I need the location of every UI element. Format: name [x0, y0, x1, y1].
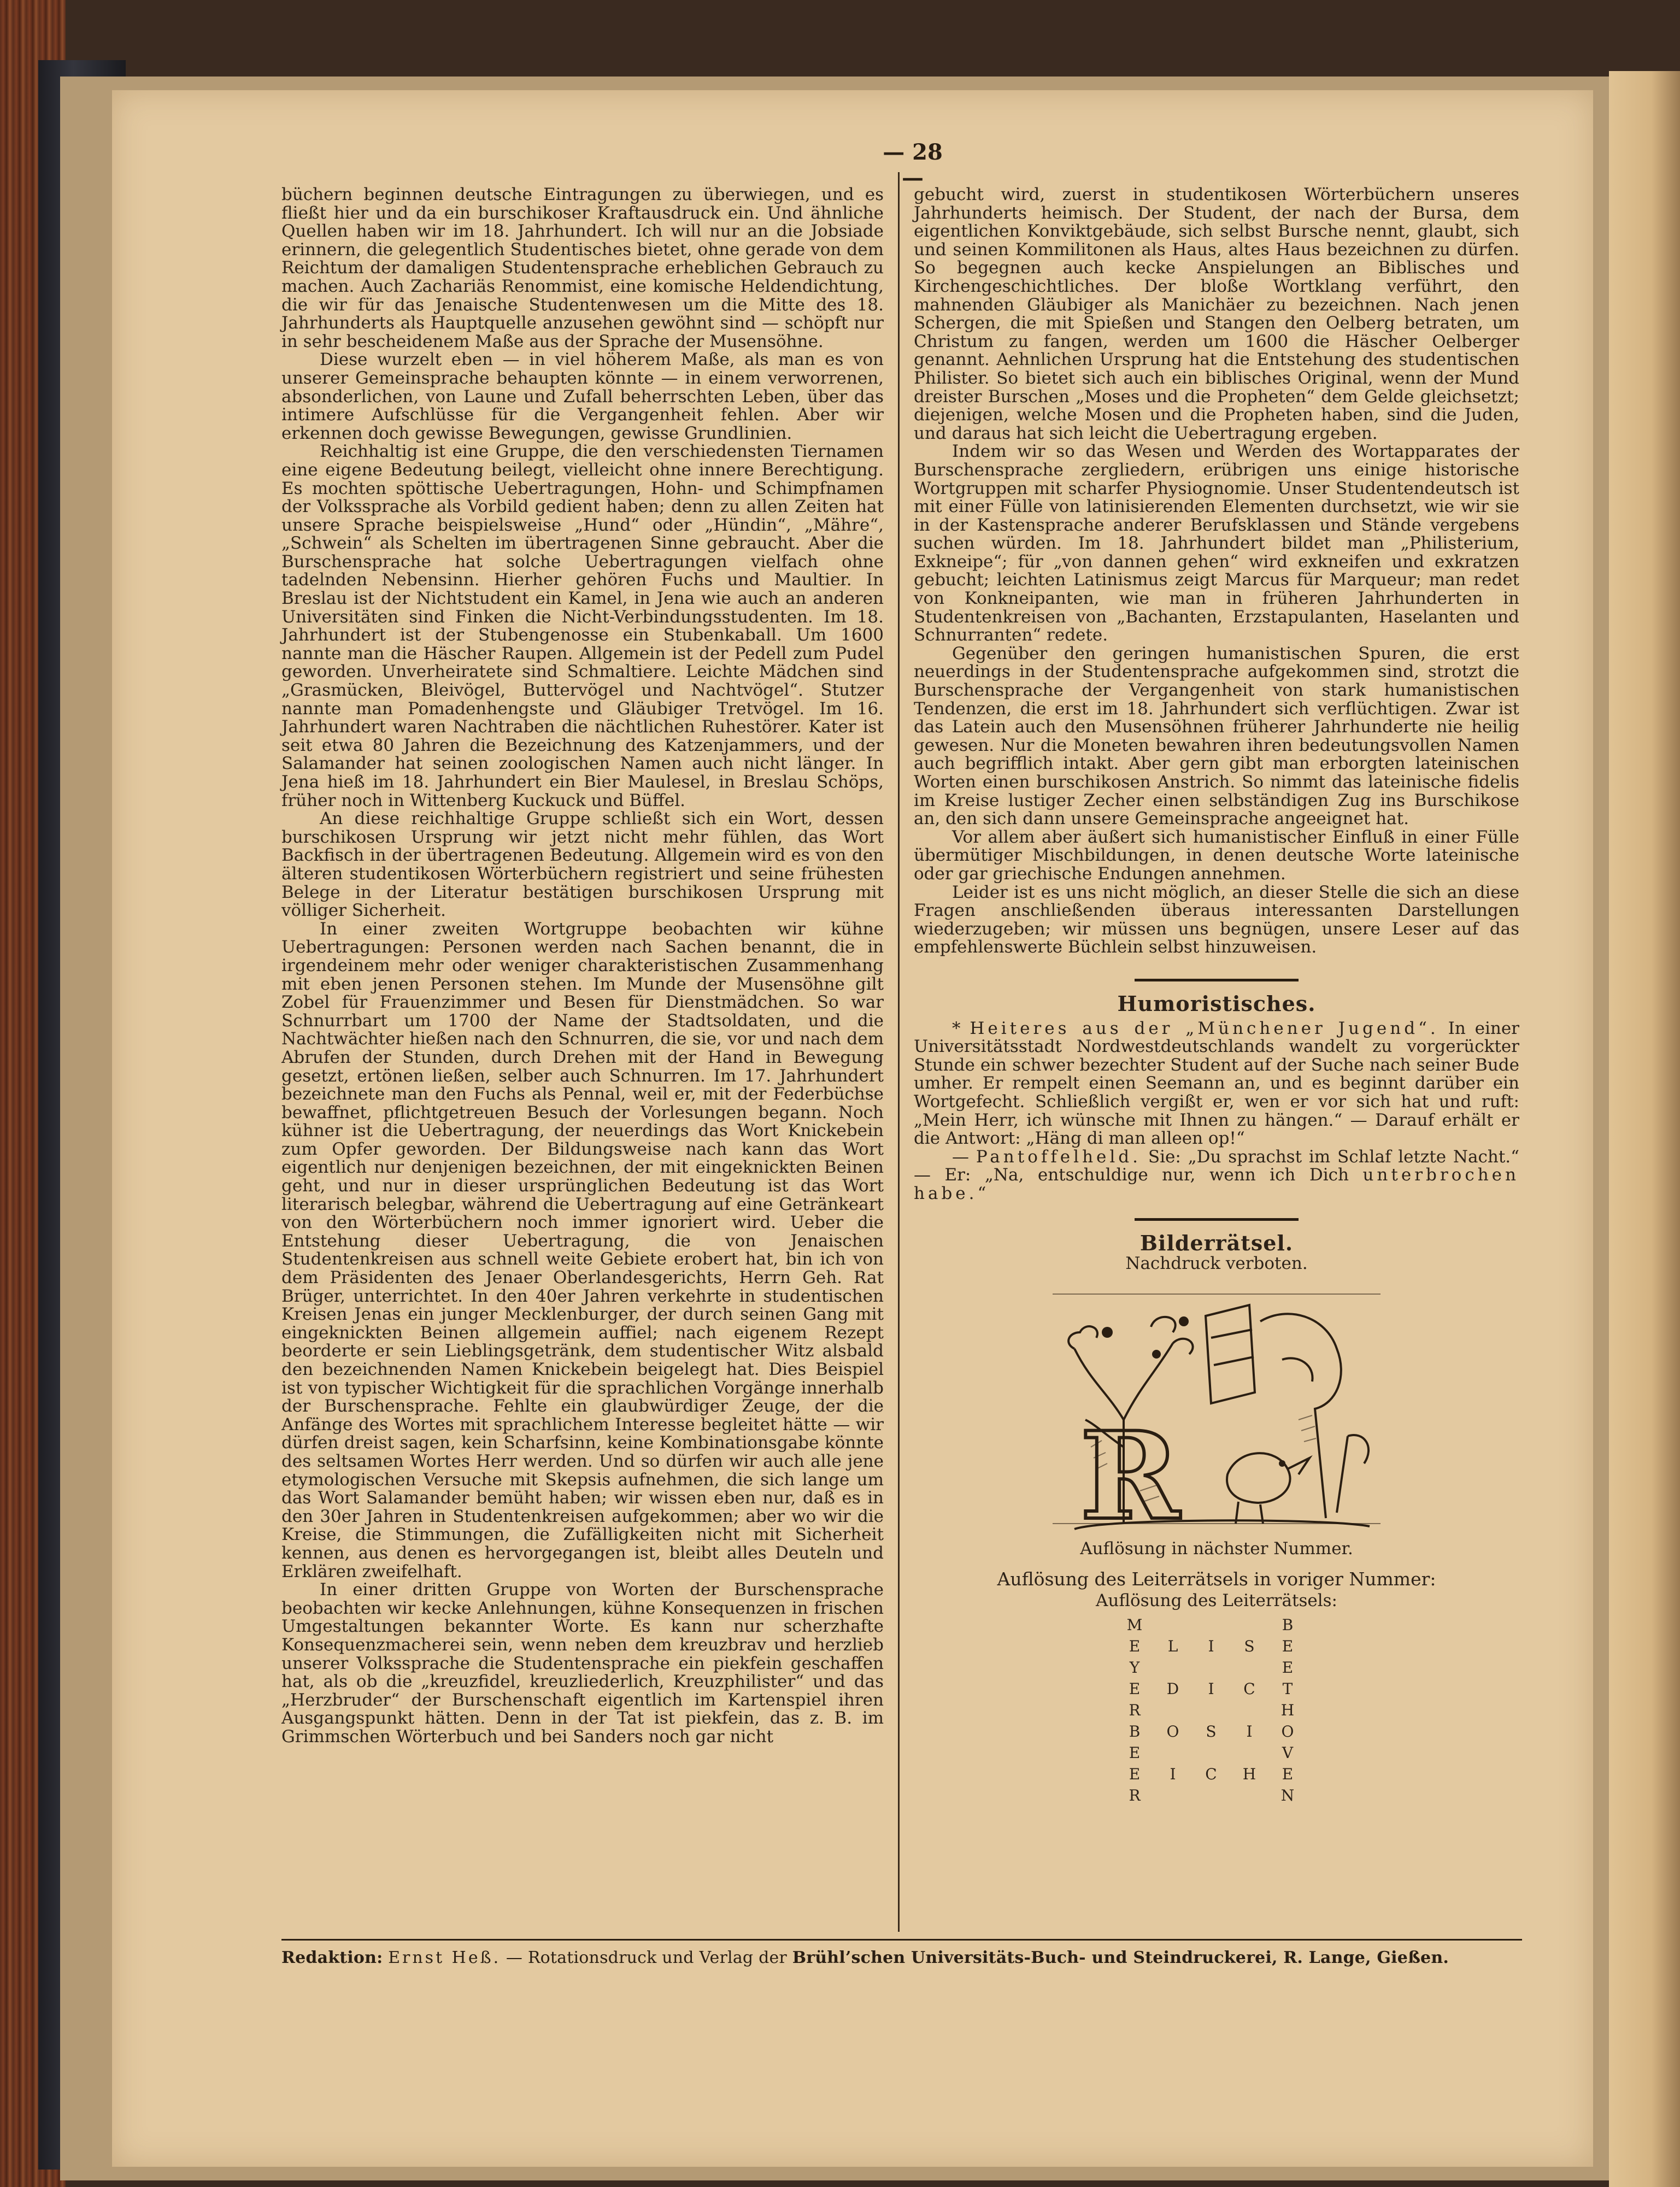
left-column	[281, 186, 884, 1746]
paragraph: In einer zweiten Wortgruppe beobachten wir kühne Uebertragungen: Personen werden nach Sachen benannt, die in irgendeinem mehr oder weniger charakteristischen Zusammenhang mit eben jenen Personen stehen. Im Munde der Musensöhne gilt Zobel für Frauenzimmer und Besen für Dienstmädchen. So war Schnurrbart um 1700 der Name der Stadtsoldaten, und die Nachtwächter hießen nach den Schnurren, die sie, vor und nach dem Abrufen der Stunden, durch Drehen mit der Hand in Bewegung gesetzt, ertönen ließen, selber auch Schnurren. Im 17. Jahrhundert bezeichnete man den Fuchs als Pennal, weil er, mit der Federbüchse bewaffnet, pflichtgetreuen Besuch der Vorlesungen begann. Noch kühner ist die Uebertragung, der neuerdings das Wort Knickebein zum Opfer geworden. Der Bildungsweise nach kann das Wort eigentlich nur denjenigen bezeichnen, der mit eingeknickten Beinen geht, und nur in dieser ursprünglichen Bedeutung ist das Wort literarisch belegbar, während die Uebertragung auf eine Getränkeart von den Wörterbüchern noch immer ignoriert wird. Ueber die Entstehung dieser Uebertragung, die von Jenaischen Studentenkreisen aus schnell weite Gebiete erobert hat, bin ich von dem Präsidenten des Jenaer Oberlandesgerichts, Herrn Geh. Rat Brüger, unterrichtet. In den 40er Jahren verkehrte in studentischen Kreisen Jenas ein junger Mecklenburger, der durch seinen Gang mit eingeknickten Beinen allgemein auffiel; nach eigenem Rezept beorderte er sein Lieblingsgetränk, dem studentischer Witz alsbald den bezeichnenden Namen Knickebein beigelegt hat. Dies Beispiel ist von typischer Wichtigkeit für die sprachlichen Vorgänge innerhalb der Burschensprache. Fehlte ein glaubwürdiger Zeuge, der die Anfänge des Wortes mit sprachlichem Interesse begleitet hätte — wir dürfen dreist sagen, kein Scharfsinn, keine Kombinationsgabe könnte des seltsamen Wortes Herr werden. Und so dürfen wir auch alle jene etymologischen Versuche mit Skepsis aufnehmen, die sich lange um das Wort Salamander bemüht haben; wir wissen eben nur, daß es in den 30er Jahren in Studentenkreisen aufgekommen; aber wo wir die Kreise, die Stimmungen, die Zufälligkeiten nicht mit Sicherheit kennen, aus denen es hervorgegangen ist, bleibt alles Deuteln und Erklären zweifelhaft.	[281, 919, 884, 1582]
ladder-cell: E	[1129, 1765, 1141, 1784]
humor-paragraph: * Heiteres aus der „Münchener Jugend“. In einer Universitätsstadt Nordwestdeutschlands wandelt zu vorgerückter Stunde ein schwer bezechter Student auf der Suche nach seiner Bude umher. Er rempelt einen Seemann an, und es beginnt darüber ein Wortgefecht. Schließlich vergißt er, wen er vor sich hat und ruft: „Mein Herr, ich wünsche mit Ihnen zu hängen.“ — Darauf erhält er die Antwort: „Häng di man alleen op!“	[914, 1018, 1519, 1149]
puzzle-subheading: Nachdruck verboten.	[1125, 1254, 1308, 1274]
ladder-cell: L	[1167, 1637, 1178, 1656]
ladder-cell: M	[1126, 1616, 1143, 1635]
ladder-cell: E	[1282, 1637, 1294, 1656]
puzzle-heading: Bilderrätsel.	[1139, 1231, 1294, 1256]
paragraph: Leider ist es uns nicht möglich, an dieser Stelle die sich an diese Fragen anschließenden überaus interessanten Darstellungen wiederzugeben; wir müssen uns begnügen, unsere Leser auf das empfehlenswerte Büchlein selbst hinzuweisen.	[914, 882, 1519, 957]
solution-title: Auflösung des Leiterrätsels in voriger Nummer:	[997, 1568, 1436, 1590]
paragraph: Indem wir so das Wesen und Werden des Wortapparates der Burschensprache zergliedern, erübrigen uns einige historische Wortgruppen mit scharfer Physiognomie. Unser Studentendeutsch ist mit einer Fülle von latinisierenden Elementen durchsetzt, wie wir sie in der Kastensprache anderer Berufsklassen und Stände vergebens suchen würden. Im 18. Jahrhundert bildet man „Philisterium, Exkneipe“; für „von dannen gehen“ wird exkneifen und exkratzen gebucht; leichten Latinismus zeigt Marcus für Marqueur; man redet von Konkneipanten, wie man in früheren Jahrhunderten in Studentenkreisen von „Bachanten, Erzstapulanten, Haselanten und Schnurranten“ redete.	[914, 442, 1519, 645]
ladder-cell	[1154, 1785, 1192, 1806]
footer-label: Redaktion:	[281, 1948, 383, 1967]
ladder-cell	[1230, 1742, 1268, 1763]
ladder-cell: T	[1282, 1680, 1293, 1698]
footer-publisher: Brühl’schen Universitäts-Buch- und Steindruckerei, R. Lange, Gießen.	[792, 1948, 1449, 1967]
humor-second-text: Sie: „Du sprachst im Schlaf letzte Nacht.“ — Er: „Na, entschuldige nur, wenn ich Dich	[914, 1147, 1520, 1185]
ladder-cell: V	[1282, 1744, 1294, 1762]
page-number: — 28 —	[883, 139, 943, 191]
ladder-cell: H	[1242, 1765, 1256, 1784]
puzzle-caption: Auflösung in nächster Nummer.	[1080, 1538, 1353, 1559]
ladder-cell: C	[1205, 1765, 1217, 1784]
rebus-picture	[1042, 1283, 1391, 1535]
ladder-cell: R	[1129, 1701, 1141, 1720]
ladder-cell: S	[1206, 1722, 1217, 1741]
ladder-cell: N	[1280, 1786, 1295, 1805]
humor-text: In einer Universitätsstadt Nordwestdeutschlands wandelt zu vorgerückter Stunde ein schwer bezechter Student auf der Suche nach seiner Bude umher. Er rempelt einen Seemann an, und es beginnt darüber ein Wortgefecht. Schließlich vergißt er, wen er vor sich hat und ruft: „Mein Herr, ich wünsche mit Ihnen zu hängen.“ — Darauf erhält er die Antwort: „Häng di man alleen op!“	[914, 1018, 1519, 1149]
ladder-cell	[1230, 1614, 1268, 1636]
paragraph: In einer dritten Gruppe von Worten der Burschensprache beobachten wir kecke Anlehnungen, kühne Konsequenzen in frischen Umgestaltungen bekannter Worte. Es kann nur scherzhafte Konsequenzmacherei sein, wenn neben dem kreuzbrav und herzlieb unserer Volkssprache die Studentensprache ein piekfein geschaffen hat, als ob die „kreuzfidel, kreuzliederlich, Kreuzphilister“ und das „Herzbruder“ der Burschenschaft eigentlich im Kartenspiel ihren Ausgangspunkt hätten. Denn in der Tat ist piekfein, das z. B. im Grimmschen Wörterbuch und bei Sanders noch gar nicht	[281, 1580, 884, 1747]
imprint-footer	[281, 1948, 1522, 1967]
humor-paragraph-2: — Pantoffelheld. Sie: „Du sprachst im Schlaf letzte Nacht.“ — Er: „Na, entschuldige nur, wenn ich Dich unterbrochen habe.“	[914, 1147, 1520, 1203]
ladder-cell	[1230, 1700, 1268, 1721]
humor-second-end: unterbrochen habe.“	[914, 1165, 1519, 1203]
svg-text:R: R	[1080, 1404, 1180, 1535]
ladder-cell	[1230, 1657, 1268, 1678]
ladder-cell: I	[1246, 1722, 1253, 1741]
ladder-cell	[1192, 1785, 1230, 1806]
paragraph: An diese reichhaltige Gruppe schließt sich ein Wort, dessen burschikosen Ursprung wir jetzt nicht mehr fühlen, das Wort Backfisch in der übertragenen Bedeutung. Allgemein wird es von den älteren studentikosen Wörterbüchern registriert und seine frühesten Belege in der Literatur bestätigen burschikosen Ursprung mit völliger Sicherheit.	[281, 809, 884, 921]
humor-lead: Heiteres aus der „Münchener Jugend“.	[970, 1018, 1439, 1038]
ladder-cell: I	[1208, 1637, 1214, 1656]
ladder-cell	[1192, 1614, 1230, 1636]
ladder-cell	[1192, 1742, 1230, 1763]
footer-editor: Ernst Heß.	[388, 1948, 501, 1967]
column-divider	[898, 172, 900, 1932]
ladder-cell	[1192, 1657, 1230, 1678]
ladder-puzzle-solution	[903, 1614, 1519, 1806]
paragraph: Reichhaltig ist eine Gruppe, die den verschiedensten Tiernamen eine eigene Bedeutung beilegt, vielleicht ohne innere Berechtigung. Es mochten spöttische Uebertragungen, Hohn- und Schimpfnamen der Volkssprache als Vorbild gedient haben; denn zu allen Zeiten hat unsere Sprache beispielsweise „Hund“ oder „Hündin“, „Mähre“, „Schwein“ als Schelten im übertragenen Sinne gebraucht. Aber die Burschensprache hat solche Uebertragungen vielfach ohne tadelnden Nebensinn. Hierher gehören Fuchs und Maultier. In Breslau ist der Nichtstudent ein Kamel, in Jena wie auch an anderen Universitäten sind Finken die Nicht-Verbindungsstudenten. Im 18. Jahrhundert ist der Stubengenosse ein Stubenkaball. Um 1600 nannte man die Häscher Raupen. Allgemein ist der Pedell zum Pudel geworden. Unverheiratete sind Schmaltiere. Leichte Mädchen sind „Grasmücken, Bleivögel, Buttervögel und Nachtvögel“. Stutzer nannte man Pomadenhengste und Gläubiger Tretvögel. Im 16. Jahrhundert waren Nachtraben die nächtlichen Ruhestörer. Kater ist seit etwa 80 Jahren die Bezeichnung des Katzenjammers, und der Salamander hat seinen zoologischen Namen auch nicht länger. In Jena hieß im 18. Jahrhundert ein Bier Maulesel, in Breslau Schöps, früher noch in Wittenberg Kuckuck und Büffel.	[281, 442, 884, 810]
ladder-cell: B	[1282, 1616, 1294, 1635]
section-rule	[1135, 979, 1299, 981]
ladder-cell	[1154, 1657, 1192, 1678]
paragraph: Diese wurzelt eben — in viel höherem Maße, als man es von unserer Gemeinsprache behaupten könnte — in einem verworrenen, absonderlichen, von Laune und Zufall beherrschten Leben, über das intimere Aufschlüsse für die Vergangenheit fehlen. Aber wir erkennen doch gewisse Bewegungen, gewisse Grundlinien.	[281, 350, 884, 443]
ladder-cell: E	[1129, 1744, 1141, 1762]
paragraph: Vor allem aber äußert sich humanistischer Einfluß in einer Fülle übermütiger Mischbildungen, in denen deutsche Worte lateinische oder gar griechische Endungen annehmen.	[914, 827, 1519, 884]
ladder-cell: E	[1282, 1659, 1294, 1677]
ladder-cell: H	[1280, 1701, 1295, 1720]
section-rule	[1135, 1218, 1299, 1221]
ladder-cell: E	[1129, 1680, 1141, 1698]
paragraph: gebucht wird, zuerst in studentikosen Wörterbüchern unseres Jahrhunderts heimisch. Der Student, der nach der Bursa, dem eigentlichen Konviktgebäude, sich selbst Bursche nennt, glaubt, sich und seinen Kommilitonen als Haus, altes Haus bezeichnen zu dürfen. So begegnen auch kecke Anspielungen an Biblisches und Kirchengeschichtliches. Der bloße Wortklang verführt, den mahnenden Gläubiger als Manichäer zu bezeichnen. Nach jenen Schergen, die mit Spießen und Stangen den Oelberg betraten, um Christum zu fangen, werden um 1600 die Häscher Oelberger genannt. Aehnlichen Ursprung hat die Entstehung des studentischen Philister. So bietet sich auch ein biblisches Original, wenn der Mund dreister Burschen „Moses und die Propheten“ dem Gelde gleichsetzt; diejenigen, welche Mosen und die Propheten haben, sind die Juden, und daraus hat sich leicht die Uebertragung ergeben.	[914, 185, 1519, 443]
ladder-cell: C	[1243, 1680, 1255, 1698]
right-column	[914, 186, 1519, 1806]
paragraph: Gegenüber den geringen humanistischen Spuren, die erst neuerdings in der Studentensprache aufgekommen sind, strotzt die Burschensprache der Vergangenheit von stark humanistischen Tendenzen, die erst im 18. Jahrhundert sich verflüchtigen. Zwar ist das Latein auch den Musensöhnen früherer Jahrhunderte nie heilig gewesen. Nur die Moneten bewahren ihren bedeutungsvollen Namen auch begrifflich intakt. Aber gern gibt man erborgten lateinischen Worten einen burschikosen Anstrich. So nimmt das lateinische fidelis im Kreise lustiger Zecher einen selbständigen Zug ins Burschikose an, den sich dann unsere Gemeinsprache angeeignet hat.	[914, 643, 1519, 829]
ladder-cell: I	[1208, 1680, 1214, 1698]
solution-subtitle: Auflösung des Leiterrätsels:	[1096, 1590, 1337, 1610]
ladder-cell: S	[1244, 1637, 1255, 1656]
ladder-cell	[1192, 1700, 1230, 1721]
ladder-cell: O	[1166, 1722, 1179, 1741]
footer-text: — Rotationsdruck und Verlag der	[506, 1948, 787, 1967]
paragraph: büchern beginnen deutsche Eintragungen zu überwiegen, und es fließt hier und da ein burschikoser Kraftausdruck ein. Und ähnliche Quellen haben wir im 18. Jahrhundert. Ich will nur an die Jobsiade erinnern, die gelegentlich Studentisches bietet, ohne gerade von dem Reichtum der damaligen Studentensprache erheblichen Gebrauch zu machen. Auch Zachariäs Renommist, eine komische Heldendichtung, die wir für das Jenaische Studentenwesen um die Mitte des 18. Jahrhunderts als Hauptquelle anzusehen gewöhnt sind — schöpft nur in sehr bescheidenem Maße aus der Sprache der Musensöhne.	[281, 185, 884, 351]
humor-heading: Humoristisches.	[1117, 991, 1316, 1016]
ladder-cell: B	[1129, 1722, 1141, 1741]
ladder-cell	[1154, 1742, 1192, 1763]
ladder-cell	[1154, 1614, 1192, 1636]
ladder-cell: E	[1129, 1637, 1141, 1656]
ladder-cell: R	[1129, 1786, 1141, 1805]
ladder-cell	[1154, 1700, 1192, 1721]
ladder-cell: I	[1170, 1765, 1176, 1784]
ladder-cell	[1230, 1785, 1268, 1806]
next-page-edge	[1609, 71, 1680, 2187]
ladder-cell: E	[1282, 1765, 1294, 1784]
footer-rule	[281, 1939, 1522, 1941]
ladder-cell: D	[1166, 1680, 1179, 1698]
ladder-cell: O	[1281, 1722, 1294, 1741]
ladder-cell: Y	[1129, 1659, 1140, 1677]
humor-second-lead: Pantoffelheld.	[976, 1147, 1141, 1167]
